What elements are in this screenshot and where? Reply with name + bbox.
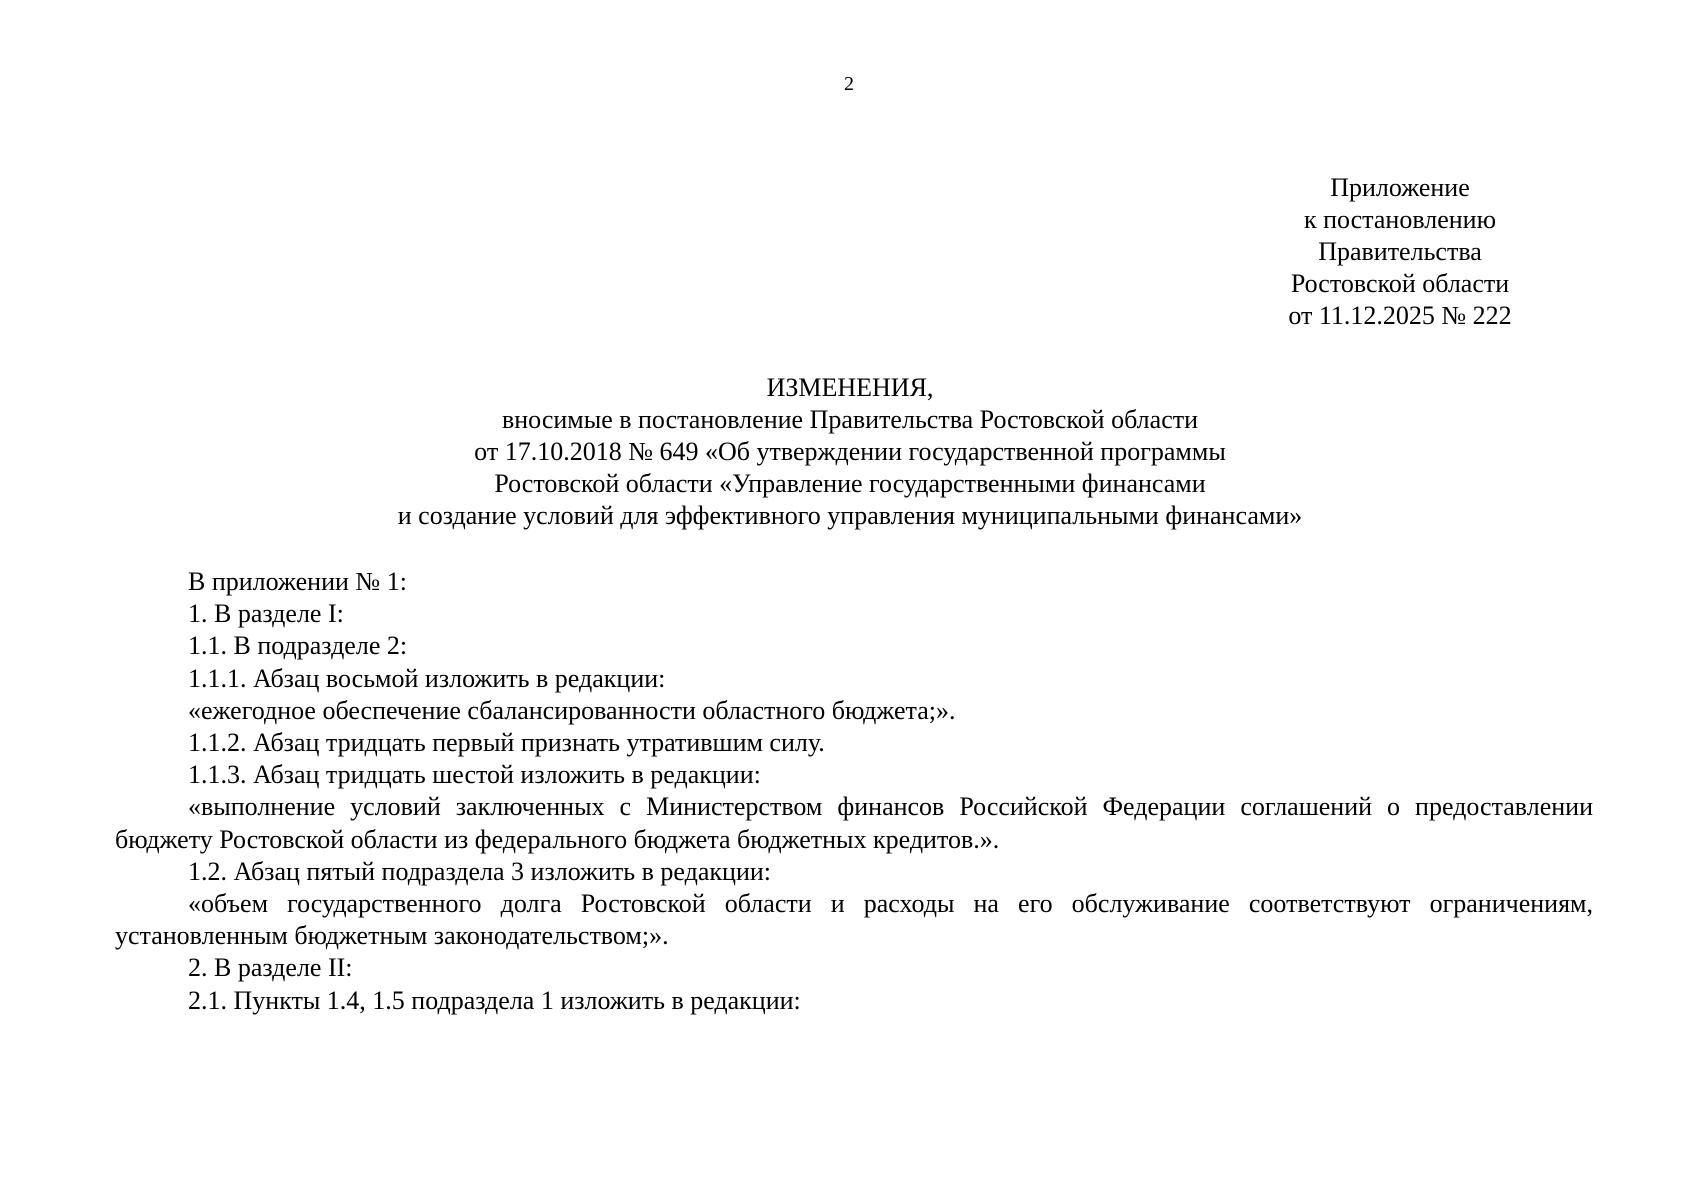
title-line: от 17.10.2018 № 649 «Об утверждении государственной программы: [474, 437, 1226, 466]
title-line: вносимые в постановление Правительства Ростовской области: [501, 405, 1199, 434]
title-line: и создание условий для эффективного управления муниципальными финансами»: [397, 501, 1303, 530]
appendix-line: Ростовской области: [1290, 269, 1510, 298]
document-body: [115, 566, 1593, 1017]
appendix-line: к постановлению: [1303, 205, 1497, 234]
paragraph: «выполнение условий заключенных с Министерством финансов Российской Федерации соглашений о предоставлении бюджету Ростовской области из федерального бюджета бюджетных кредитов.».: [115, 792, 1593, 854]
paragraph: 1.2. Абзац пятый подраздела 3 изложить в редакции:: [188, 856, 771, 886]
appendix-date-number: от 11.12.2025 № 222: [1288, 301, 1512, 330]
title-heading: ИЗМЕНЕНИЯ,: [766, 373, 934, 402]
paragraph: В приложении № 1:: [188, 567, 407, 596]
paragraph: «объем государственного долга Ростовской области и расходы на его обслуживание соответствуют ограничениям, установленным бюджетным законодательством;».: [115, 889, 1593, 951]
appendix-line: Правительства: [1318, 237, 1482, 266]
paragraph: 1. В разделе I:: [188, 599, 344, 629]
page-number: 2: [844, 73, 854, 95]
paragraph: «ежегодное обеспечение сбалансированности областного бюджета;».: [188, 695, 956, 725]
document-title: [300, 372, 1400, 532]
paragraph: 1.1. В подразделе 2:: [188, 631, 408, 661]
paragraph: 1.1.1. Абзац восьмой изложить в редакции:: [188, 663, 666, 693]
appendix-header: [1250, 172, 1550, 332]
paragraph: 1.1.3. Абзац тридцать шестой изложить в редакции:: [188, 760, 761, 790]
appendix-line: Приложение: [1330, 173, 1470, 202]
paragraph: 2. В разделе II:: [188, 953, 353, 983]
title-line: Ростовской области «Управление государственными финансами: [494, 469, 1206, 498]
paragraph: 1.1.2. Абзац тридцать первый признать утратившим силу.: [188, 728, 825, 758]
paragraph: 2.1. Пункты 1.4, 1.5 подраздела 1 изложить в редакции:: [188, 985, 801, 1015]
